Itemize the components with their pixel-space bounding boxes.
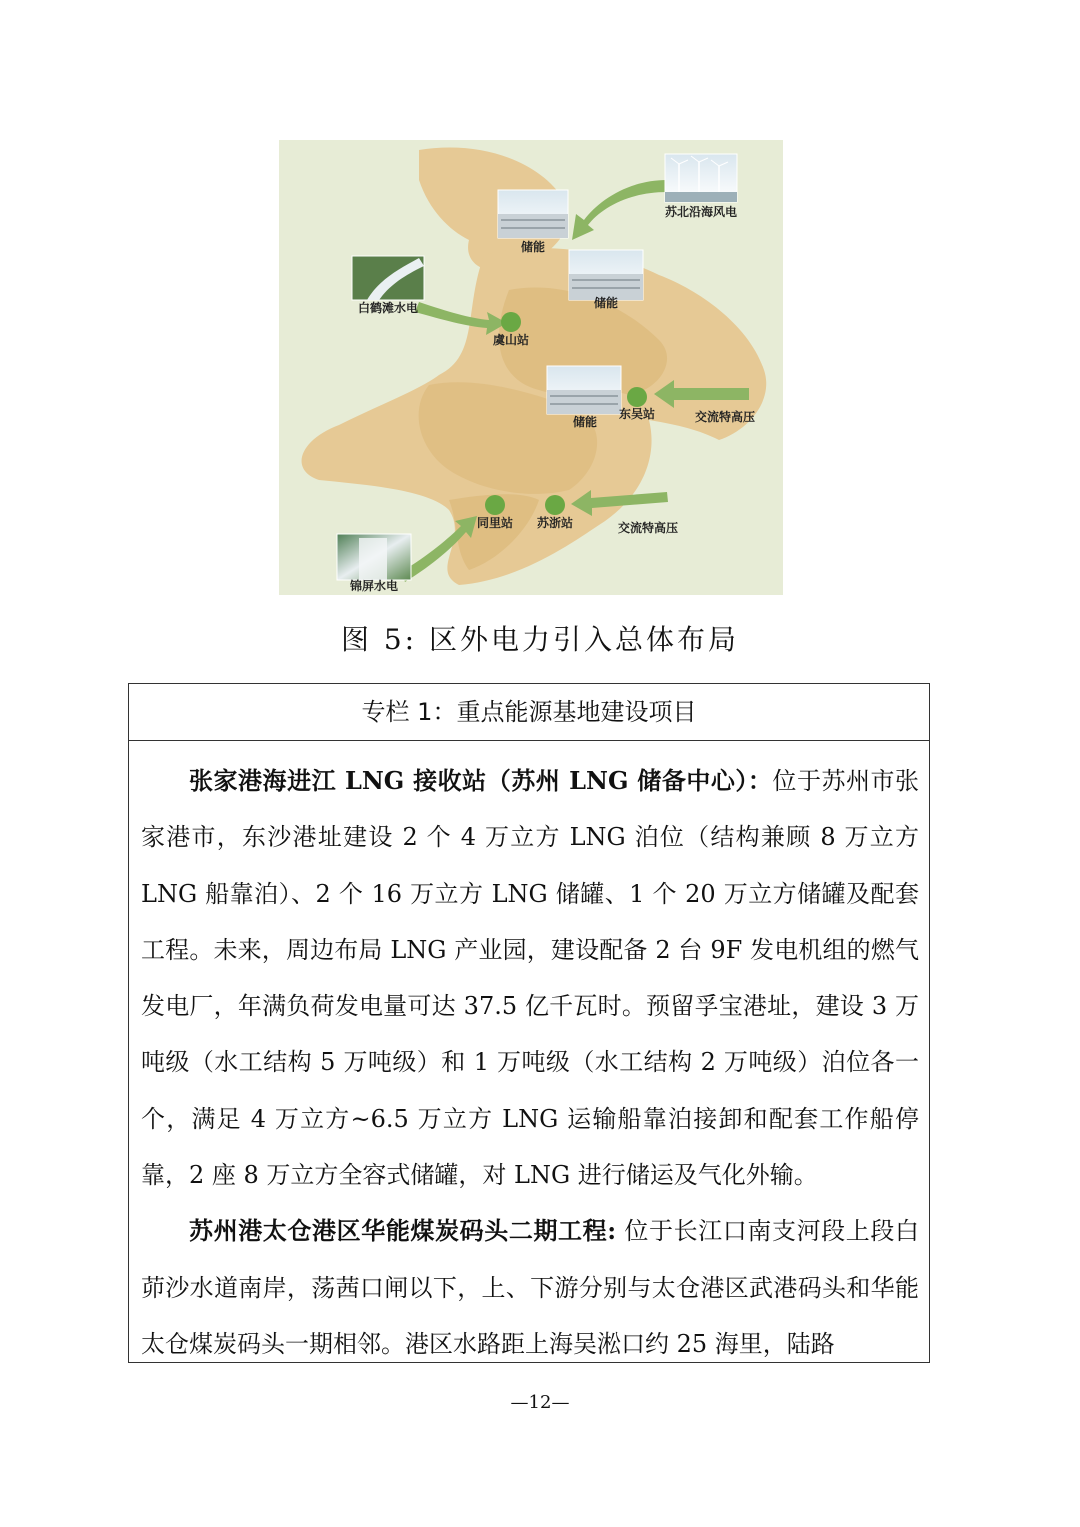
map-svg — [279, 140, 783, 595]
station-suzhe — [545, 495, 565, 515]
paragraph-lead: 苏州港太仓港区华能煤炭码头二期工程: — [189, 1216, 617, 1246]
label-yushan: 虞山站 — [492, 333, 530, 347]
label-tongli: 同里站 — [476, 516, 514, 530]
label-storage-2: 储能 — [593, 296, 619, 310]
paragraph-coal-terminal — [141, 1203, 919, 1372]
label-baihetan: 白鹤滩水电 — [357, 301, 419, 315]
baihetan-photo — [352, 256, 424, 300]
paragraph-text: 位于长江口南支河段上段白茆沙水道南岸，荡茜口闸以下，上、下游分别与太仓港区武港码头和华能太仓煤炭码头一期相邻。港区水路距上海吴淞口约 25 海里，陆路 — [141, 1217, 919, 1358]
label-dongwu: 东吴站 — [618, 407, 656, 421]
column-body — [129, 741, 929, 1372]
label-wind: 苏北沿海风电 — [664, 205, 738, 219]
label-ac-1: 交流特高压 — [694, 410, 756, 424]
label-storage-3: 储能 — [572, 415, 598, 429]
jinping-photo — [337, 534, 411, 580]
column-title: 专栏 1：重点能源基地建设项目 — [129, 684, 929, 741]
label-jinping: 锦屏水电 — [349, 579, 399, 593]
paragraph-lng — [141, 753, 919, 1203]
storage-photo-1 — [498, 190, 568, 238]
label-suzhe: 苏浙站 — [536, 516, 574, 530]
label-ac-2: 交流特高压 — [617, 521, 679, 535]
wind-farm-photo — [665, 154, 737, 202]
column-box — [128, 683, 930, 1363]
station-tongli — [485, 495, 505, 515]
storage-photo-2 — [569, 250, 643, 300]
label-storage-1: 储能 — [520, 240, 546, 254]
storage-photo-3 — [547, 366, 621, 414]
power-import-map — [279, 140, 783, 595]
station-dongwu — [627, 387, 647, 407]
paragraph-text: 位于苏州市张家港市，东沙港址建设 2 个 4 万立方 LNG 泊位（结构兼顾 8 万立方 LNG 船靠泊）、2 个 16 万立方 LNG 储罐、1 个 20 万立方储罐及配套工程。未来，周边布局 LNG 产业园，建设配备 2 台 9F 发电机组的燃气发电厂，年满负荷发电量可达 37.5 亿千瓦时。预留孚宝港址，建设 3 万吨级（水工结构 5 万吨级）和 1 万吨级（水工结构 2 万吨级）泊位各一个，满足 4 万立方~6.5 万立方 LNG 运输船靠泊接卸和配套工作船停靠，2 座 8 万立方全容式储罐，对 LNG 进行储运及气化外输。 — [141, 767, 920, 1190]
paragraph-lead: 张家港海进江 LNG 接收站（苏州 LNG 储备中心）： — [189, 766, 773, 795]
station-yushan — [501, 312, 521, 332]
page-number: —12— — [510, 1392, 570, 1413]
figure-caption: 图 5: 区外电力引入总体布局 — [340, 623, 740, 656]
